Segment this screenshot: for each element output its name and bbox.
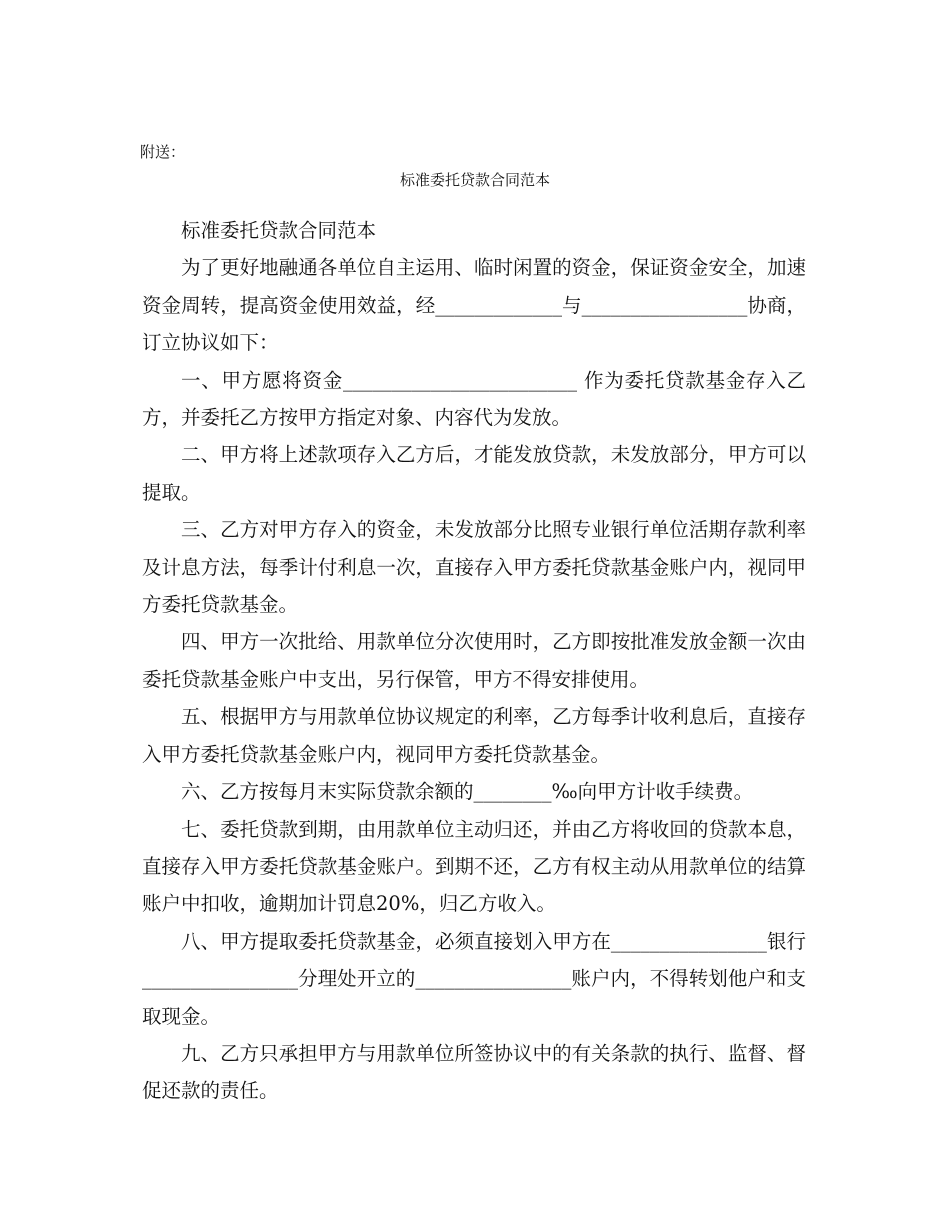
clause-5: 五、根据甲方与用款单位协议规定的利率，乙方每季计收利息后，直接存入甲方委托贷款基金账户内，视同甲方委托贷款基金。: [142, 705, 806, 766]
clause-1: 一、甲方愿将资金________________________ 作为委托贷款基金存入乙方，并委托乙方按甲方指定对象、内容代为发放。: [142, 368, 806, 430]
clause-8: 八、甲方提取委托贷款基金，必须直接划入甲方在________________银行________________分理处开立的________________账户内，不得转划他户和支取现金。: [142, 929, 806, 1028]
clause-2: 二、甲方将上述款项存入乙方后，才能发放贷款，未发放部分，甲方可以提取。: [142, 443, 806, 504]
clause-4: 四、甲方一次批给、用款单位分次使用时，乙方即按批准发放金额一次由委托贷款基金账户中支出，另行保管，甲方不得安排使用。: [142, 630, 806, 691]
body-heading: 标准委托贷款合同范本: [181, 219, 377, 242]
clause-3: 三、乙方对甲方存入的资金，未发放部分比照专业银行单位活期存款利率及计息方法，每季计付利息一次，直接存入甲方委托贷款基金账户内，视同甲方委托贷款基金。: [142, 518, 806, 617]
attachment-label: 附送：: [140, 143, 186, 161]
contract-body: [142, 212, 806, 1110]
clause-9: 九、乙方只承担甲方与用款单位所签协议中的有关条款的执行、监督、督促还款的责任。: [142, 1041, 806, 1103]
intro-paragraph: 为了更好地融通各单位自主运用、临时闲置的资金，保证资金安全，加速资金周转，提高资金使用效益，经_____________与_________________协商，订立协议如下：: [142, 256, 806, 355]
clause-6: 六、乙方按每月末实际贷款余额的________‰向甲方计收手续费。: [181, 780, 754, 804]
clause-7: 七、委托贷款到期，由用款单位主动归还，并由乙方将收回的贷款本息，直接存入甲方委托贷款基金账户。到期不还，乙方有权主动从用款单位的结算账户中扣收，逾期加计罚息20%，归乙方收入。: [142, 817, 806, 916]
document-title: 标准委托贷款合同范本: [399, 171, 550, 189]
